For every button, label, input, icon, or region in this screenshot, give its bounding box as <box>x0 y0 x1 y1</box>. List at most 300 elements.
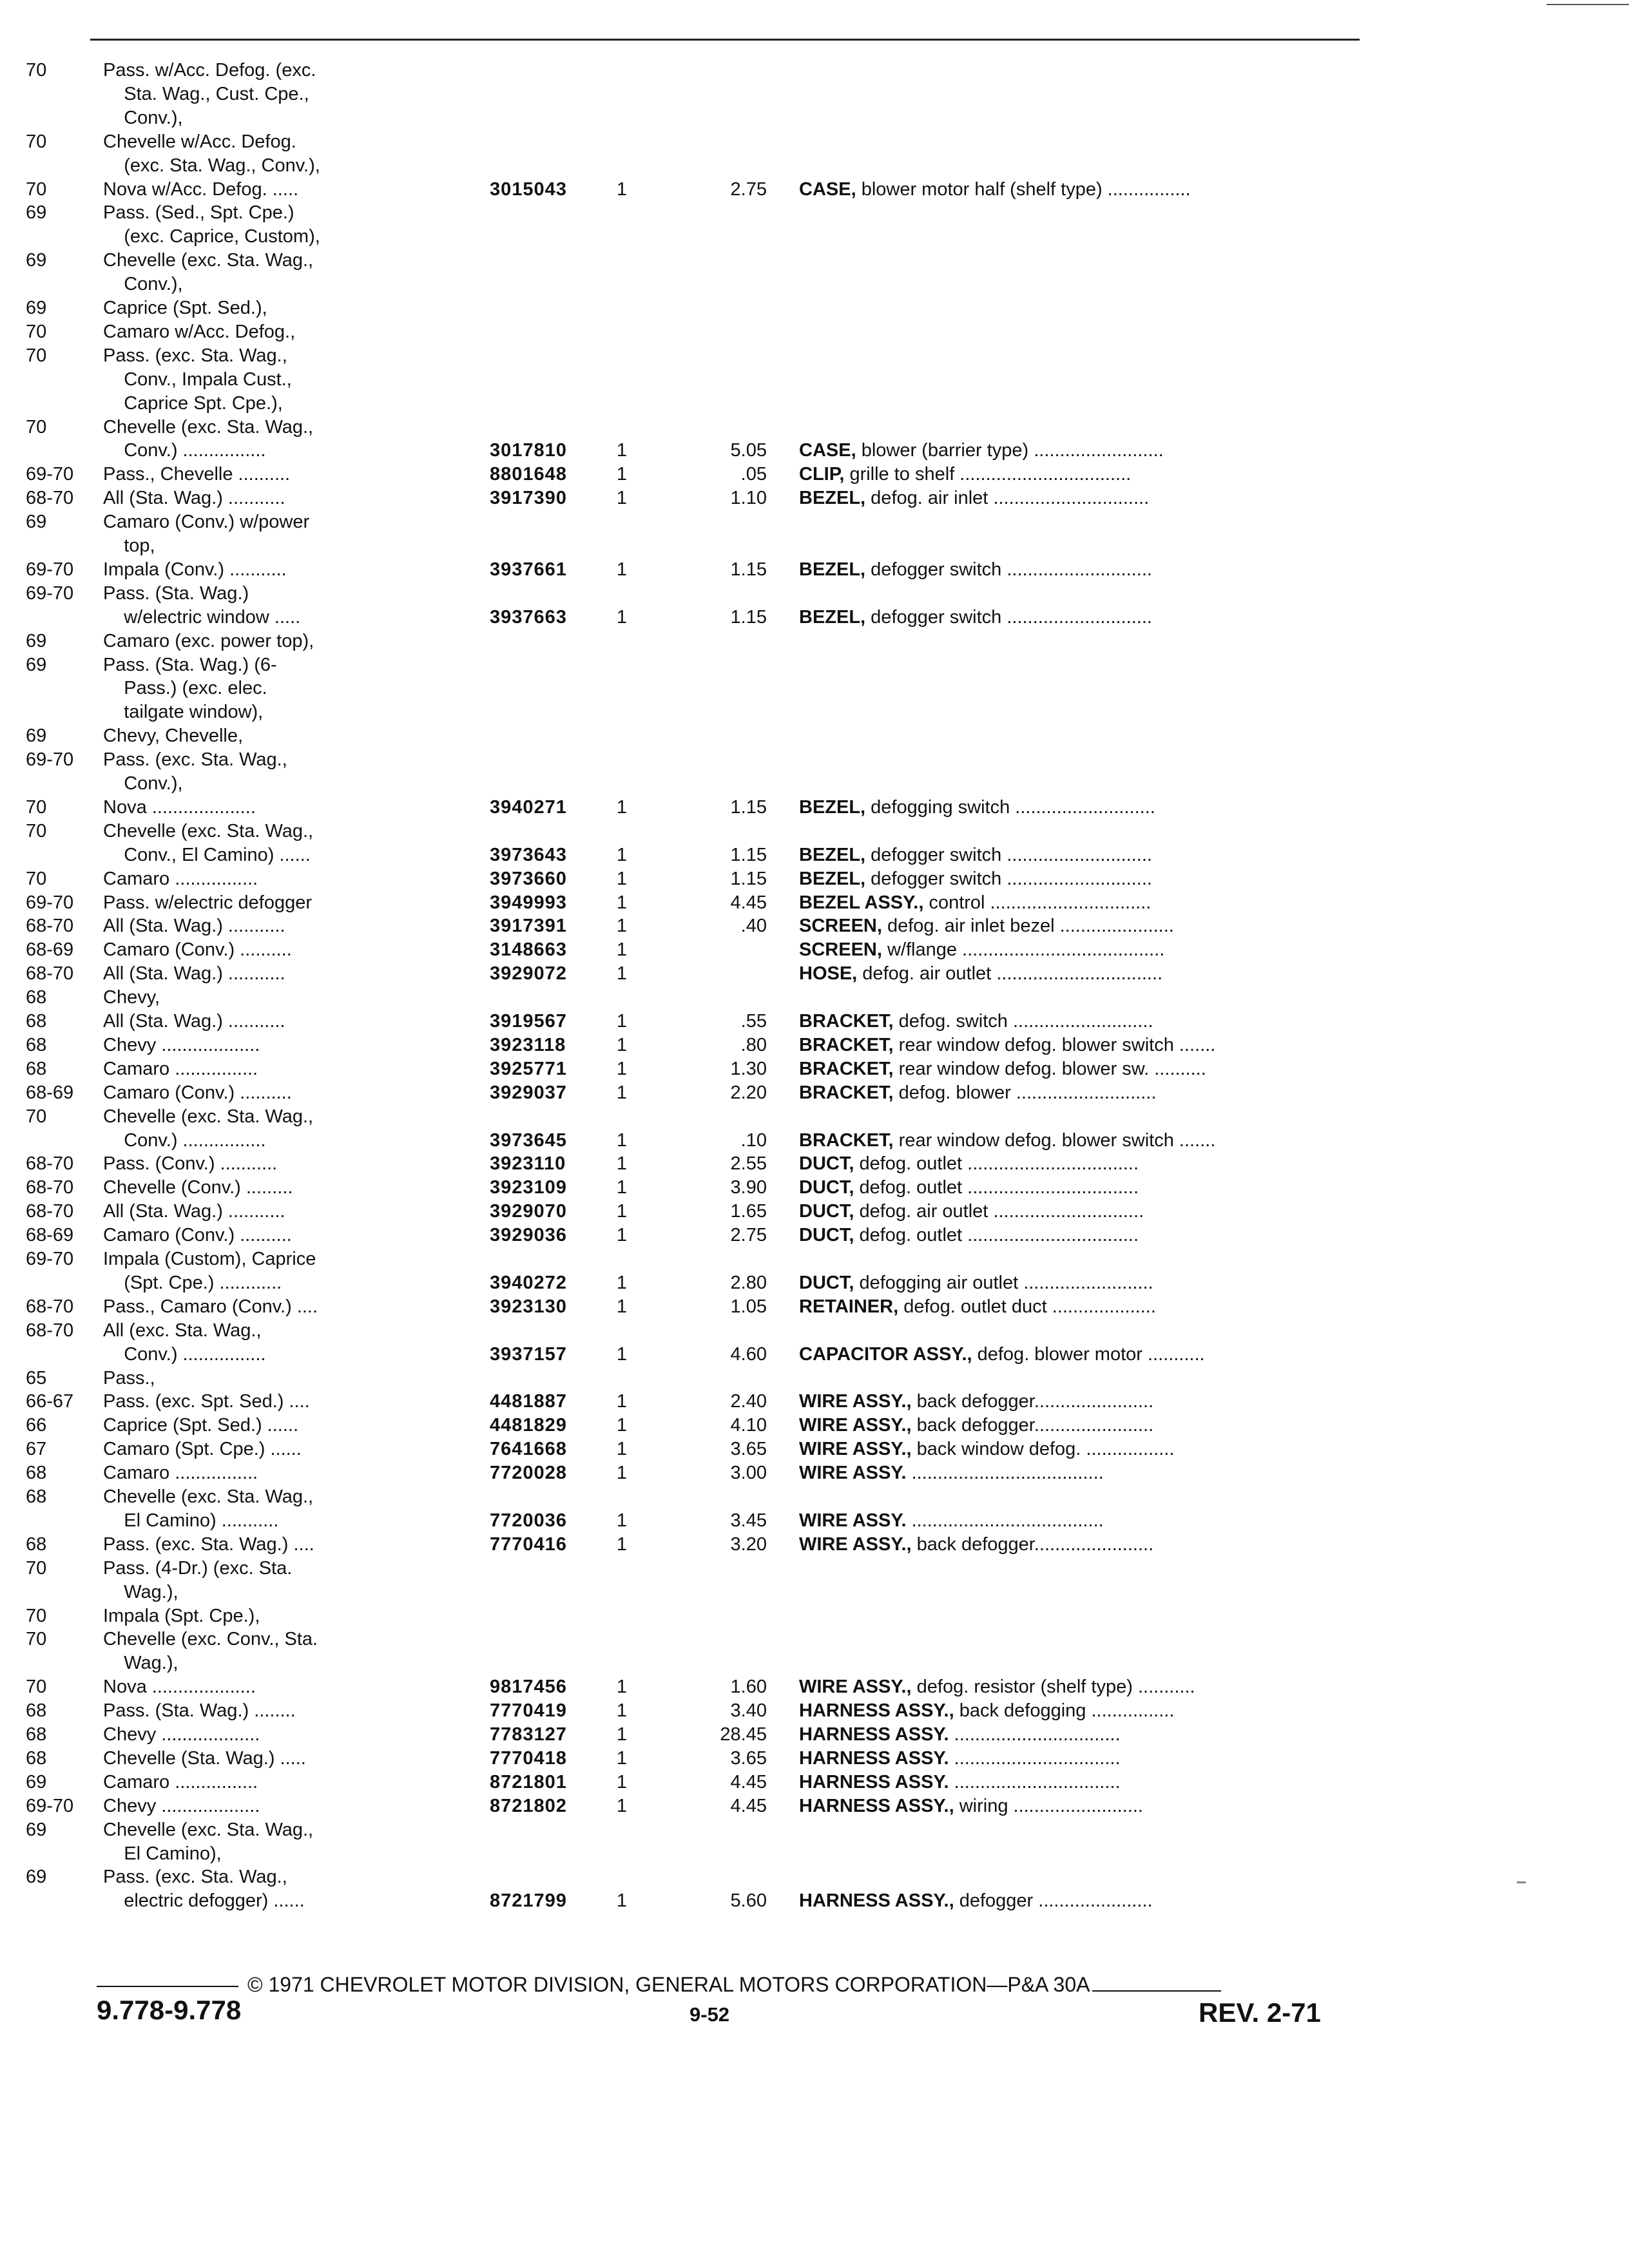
row-description-name: HARNESS ASSY. <box>799 1772 949 1792</box>
table-row <box>0 463 1418 485</box>
row-description-name: DUCT, <box>799 1201 854 1222</box>
table-row <box>0 178 1418 200</box>
row-description <box>799 844 1360 866</box>
row-model: Camaro ................ <box>103 1463 258 1483</box>
table-row <box>0 1034 1418 1056</box>
row-price: .40 <box>740 916 767 936</box>
table-row <box>0 1462 1418 1484</box>
row-model: Nova .................... <box>103 1677 256 1697</box>
row-price: 1.30 <box>730 1059 767 1079</box>
row-year: 70 <box>26 1558 47 1579</box>
row-model: Impala (Conv.) ........... <box>103 559 287 580</box>
row-description <box>799 1414 1360 1436</box>
row-year: 68 <box>26 1035 47 1055</box>
row-year: 70 <box>26 60 47 81</box>
row-quantity: 1 <box>616 1748 628 1769</box>
row-model: Camaro w/Acc. Defog., <box>103 322 296 342</box>
row-description-detail: defogger switch ............................ <box>865 869 1152 889</box>
row-model: Camaro (Conv.) .......... <box>103 939 292 960</box>
row-year: 68 <box>26 1534 47 1555</box>
row-part-number: 7770416 <box>490 1534 567 1555</box>
row-model: Chevelle (Conv.) ......... <box>103 1177 293 1198</box>
row-year: 70 <box>26 1606 47 1626</box>
row-year: 68 <box>26 1748 47 1769</box>
row-description-detail: back defogger....................... <box>911 1391 1154 1412</box>
row-description-name: WIRE ASSY., <box>799 1439 912 1459</box>
row-year: 68-70 <box>26 1201 74 1222</box>
row-description <box>799 1533 1360 1555</box>
row-model: Conv.) ................ <box>103 1344 266 1365</box>
row-model: Pass. (Sta. Wag.) <box>103 583 249 604</box>
row-quantity: 1 <box>616 607 628 628</box>
table-row <box>0 226 1418 247</box>
table-row <box>0 1700 1418 1722</box>
table-row <box>0 820 1418 842</box>
row-part-number: 4481887 <box>490 1391 567 1412</box>
row-year: 69 <box>26 202 47 223</box>
table-row <box>0 1129 1418 1151</box>
row-price: 3.45 <box>730 1510 767 1531</box>
row-description-detail: rear window defog. blower switch ....... <box>893 1035 1216 1055</box>
copyright-text: © 1971 CHEVROLET MOTOR DIVISION, GENERAL MOTORS CORPORATION—P&A 30A <box>247 1973 1090 1996</box>
row-description <box>799 1724 1360 1745</box>
table-row <box>0 345 1418 367</box>
row-part-number: 3925771 <box>490 1059 567 1079</box>
table-row <box>0 535 1418 557</box>
row-description-name: WIRE ASSY., <box>799 1677 912 1697</box>
table-row <box>0 59 1418 81</box>
table-row <box>0 1652 1418 1674</box>
row-quantity: 1 <box>616 1344 628 1365</box>
row-part-number: 3923118 <box>490 1035 566 1055</box>
row-quantity: 1 <box>616 1796 628 1816</box>
row-model: All (Sta. Wag.) ........... <box>103 1011 285 1032</box>
table-row <box>0 1224 1418 1246</box>
row-model: Camaro ................ <box>103 1059 258 1079</box>
table-row <box>0 915 1418 937</box>
row-description-detail: defogger ...................... <box>954 1890 1153 1911</box>
row-description <box>799 963 1360 985</box>
row-price: 2.20 <box>730 1082 767 1103</box>
row-year: 69 <box>26 1772 47 1792</box>
row-quantity: 1 <box>616 1130 628 1151</box>
table-row <box>0 868 1418 890</box>
row-description <box>799 1058 1360 1080</box>
row-quantity: 1 <box>616 559 628 580</box>
table-row <box>0 986 1418 1008</box>
row-part-number: 3923110 <box>490 1153 566 1174</box>
row-year: 69-70 <box>26 892 74 913</box>
row-model: Camaro (Conv.) .......... <box>103 1225 292 1245</box>
row-description-detail: defog. air outlet ................................ <box>857 963 1163 984</box>
row-price: 3.40 <box>730 1700 767 1721</box>
row-year: 69 <box>26 631 47 651</box>
row-model: Nova w/Acc. Defog. ..... <box>103 179 298 200</box>
row-description-detail: wiring ......................... <box>954 1796 1143 1816</box>
row-model: Pass. (Sta. Wag.) ........ <box>103 1700 296 1721</box>
row-part-number: 3940271 <box>490 797 567 818</box>
row-price: 1.15 <box>730 797 767 818</box>
table-row <box>0 1010 1418 1032</box>
row-description-name: WIRE ASSY. <box>799 1510 907 1531</box>
row-description <box>799 1177 1360 1198</box>
row-year: 70 <box>26 322 47 342</box>
table-row <box>0 1533 1418 1555</box>
row-description <box>799 559 1360 581</box>
table-row <box>0 1200 1418 1222</box>
table-row <box>0 439 1418 461</box>
table-row <box>0 369 1418 390</box>
revision-label: REV. 2-71 <box>1199 1997 1321 2028</box>
row-model: Wag.), <box>103 1653 178 1673</box>
row-model: All (exc. Sta. Wag., <box>103 1320 262 1341</box>
table-row <box>0 1248 1418 1270</box>
row-description-name: BEZEL, <box>799 797 866 818</box>
row-description-detail: defogger switch ............................ <box>865 607 1152 628</box>
row-part-number: 7770419 <box>490 1700 567 1721</box>
row-model: Camaro (exc. power top), <box>103 631 314 651</box>
table-row <box>0 559 1418 581</box>
row-description-detail: back defogger....................... <box>911 1415 1154 1436</box>
row-model: Pass. w/electric defogger <box>103 892 312 913</box>
table-row <box>0 701 1418 723</box>
row-description-detail: ..................................... <box>906 1463 1104 1483</box>
row-part-number: 7720028 <box>490 1463 567 1483</box>
table-row <box>0 1676 1418 1698</box>
row-description-name: BEZEL, <box>799 845 866 865</box>
row-part-number: 3015043 <box>490 179 567 200</box>
row-year: 70 <box>26 179 47 200</box>
row-description-detail: control ............................... <box>923 892 1152 913</box>
row-year: 67 <box>26 1439 47 1459</box>
table-row <box>0 1557 1418 1579</box>
row-year: 66 <box>26 1415 47 1436</box>
row-model: Camaro ................ <box>103 1772 258 1792</box>
row-description <box>799 1343 1360 1365</box>
row-description-detail: back defogger....................... <box>911 1534 1154 1555</box>
row-description-name: HARNESS ASSY. <box>799 1724 949 1745</box>
row-description-name: BRACKET, <box>799 1011 894 1032</box>
row-model: top, <box>103 535 155 556</box>
table-row <box>0 416 1418 438</box>
row-model: Pass. w/Acc. Defog. (exc. <box>103 60 316 81</box>
row-model: Pass. (exc. Sta. Wag., <box>103 345 287 366</box>
row-year: 70 <box>26 797 47 818</box>
row-price: .55 <box>740 1011 767 1032</box>
row-year: 68-70 <box>26 916 74 936</box>
row-description <box>799 1700 1360 1722</box>
row-year: 66-67 <box>26 1391 74 1412</box>
row-part-number: 3017810 <box>490 440 567 461</box>
row-part-number: 3923130 <box>490 1296 567 1317</box>
table-row <box>0 1296 1418 1318</box>
row-description <box>799 1034 1360 1056</box>
row-part-number: 3919567 <box>490 1011 567 1032</box>
row-quantity: 1 <box>616 797 628 818</box>
table-row <box>0 1628 1418 1650</box>
row-model: Pass. (exc. Sta. Wag., <box>103 1867 287 1887</box>
row-year: 70 <box>26 131 47 152</box>
row-part-number: 7783127 <box>490 1724 567 1745</box>
row-description-detail: back defogging ................ <box>954 1700 1175 1721</box>
row-year: 69 <box>26 1867 47 1887</box>
row-price: 1.65 <box>730 1201 767 1222</box>
table-row <box>0 1605 1418 1627</box>
row-description <box>799 1390 1360 1412</box>
row-description-name: SCREEN, <box>799 939 882 960</box>
table-row <box>0 1320 1418 1341</box>
row-price: 2.75 <box>730 1225 767 1245</box>
row-description-name: CLIP, <box>799 464 845 485</box>
table-row <box>0 1486 1418 1508</box>
row-description-name: HARNESS ASSY. <box>799 1748 949 1769</box>
row-price: 1.10 <box>730 488 767 508</box>
row-quantity: 1 <box>616 845 628 865</box>
row-year: 69-70 <box>26 1249 74 1269</box>
table-row <box>0 155 1418 177</box>
row-year: 65 <box>26 1368 47 1389</box>
row-description-name: HOSE, <box>799 963 858 984</box>
row-quantity: 1 <box>616 1153 628 1174</box>
row-description-detail: back window defog. ................. <box>911 1439 1175 1459</box>
row-description-name: DUCT, <box>799 1153 854 1174</box>
row-year: 70 <box>26 821 47 841</box>
row-price: 2.80 <box>730 1273 767 1293</box>
row-year: 68-70 <box>26 963 74 984</box>
row-quantity: 1 <box>616 1772 628 1792</box>
row-part-number: 3929037 <box>490 1082 567 1103</box>
table-row <box>0 1058 1418 1080</box>
row-description-detail: defog. outlet ................................. <box>854 1225 1139 1245</box>
row-year: 69 <box>26 726 47 746</box>
row-quantity: 1 <box>616 1059 628 1079</box>
row-description <box>799 1200 1360 1222</box>
row-part-number: 3973645 <box>490 1130 567 1151</box>
row-quantity: 1 <box>616 1201 628 1222</box>
row-description-name: HARNESS ASSY., <box>799 1890 954 1911</box>
row-description-detail: defogging switch ........................... <box>865 797 1155 818</box>
table-row <box>0 107 1418 129</box>
row-model: All (Sta. Wag.) ........... <box>103 1201 285 1222</box>
row-description-name: CASE, <box>799 179 856 200</box>
row-model: Pass.) (exc. elec. <box>103 678 267 698</box>
row-year: 69 <box>26 655 47 675</box>
row-model: Chevelle (Sta. Wag.) ..... <box>103 1748 306 1769</box>
table-row <box>0 582 1418 604</box>
row-quantity: 1 <box>616 1724 628 1745</box>
row-part-number: 3973643 <box>490 845 567 865</box>
row-description-detail: defogging air outlet ......................... <box>854 1273 1153 1293</box>
row-year: 69 <box>26 298 47 318</box>
table-row <box>0 131 1418 153</box>
row-description-detail: grille to shelf ................................. <box>844 464 1132 485</box>
row-year: 70 <box>26 1677 47 1697</box>
row-quantity: 1 <box>616 440 628 461</box>
row-description-name: HARNESS ASSY., <box>799 1700 954 1721</box>
table-row <box>0 654 1418 676</box>
row-price: 1.60 <box>730 1677 767 1697</box>
row-description-name: RETAINER, <box>799 1296 899 1317</box>
row-year: 69-70 <box>26 559 74 580</box>
row-price: 2.55 <box>730 1153 767 1174</box>
row-price: 4.45 <box>730 1796 767 1816</box>
row-part-number: 3937663 <box>490 607 567 628</box>
row-price: 1.15 <box>730 559 767 580</box>
row-model: All (Sta. Wag.) ........... <box>103 963 285 984</box>
row-quantity: 1 <box>616 1534 628 1555</box>
row-quantity: 1 <box>616 1890 628 1911</box>
table-row <box>0 1771 1418 1793</box>
table-row <box>0 1106 1418 1128</box>
row-quantity: 1 <box>616 1177 628 1198</box>
row-description <box>799 1771 1360 1793</box>
table-row <box>0 1272 1418 1294</box>
row-model: Chevelle w/Acc. Defog. <box>103 131 296 152</box>
row-model: Conv.) ................ <box>103 440 266 461</box>
row-part-number: 9817456 <box>490 1677 567 1697</box>
row-description <box>799 1272 1360 1294</box>
row-description <box>799 868 1360 890</box>
row-model: Chevelle (exc. Sta. Wag., <box>103 417 314 437</box>
row-model: Conv.), <box>103 108 183 128</box>
table-row <box>0 487 1418 509</box>
row-model: w/electric window ..... <box>103 607 301 628</box>
row-price: .10 <box>740 1130 767 1151</box>
row-price: 4.60 <box>730 1344 767 1365</box>
row-price: .80 <box>740 1035 767 1055</box>
table-row <box>0 844 1418 866</box>
row-description-detail: defog. outlet ................................. <box>854 1153 1139 1174</box>
row-description <box>799 439 1360 461</box>
row-price: 3.00 <box>730 1463 767 1483</box>
row-price: 4.45 <box>730 892 767 913</box>
row-model: Camaro (Spt. Cpe.) ...... <box>103 1439 302 1459</box>
table-row <box>0 1414 1418 1436</box>
row-description-detail: ................................ <box>949 1724 1121 1745</box>
row-model: Pass., Camaro (Conv.) .... <box>103 1296 318 1317</box>
row-model: All (Sta. Wag.) ........... <box>103 488 285 508</box>
copyright-line <box>97 1972 1353 1997</box>
row-model: Chevelle (exc. Sta. Wag., <box>103 821 314 841</box>
table-row <box>0 249 1418 271</box>
row-year: 68-70 <box>26 1320 74 1341</box>
table-row <box>0 1819 1418 1841</box>
row-model: Impala (Custom), Caprice <box>103 1249 316 1269</box>
row-part-number: 3937661 <box>490 559 567 580</box>
row-description-name: BEZEL, <box>799 607 866 628</box>
row-model: Chevelle (exc. Sta. Wag., <box>103 1106 314 1127</box>
row-model: Conv., El Camino) ...... <box>103 845 311 865</box>
row-description-name: WIRE ASSY., <box>799 1415 912 1436</box>
table-row <box>0 202 1418 224</box>
row-year: 69 <box>26 250 47 271</box>
row-year: 68-70 <box>26 1177 74 1198</box>
row-part-number: 3929036 <box>490 1225 567 1245</box>
row-price: 2.40 <box>730 1391 767 1412</box>
row-price: 3.65 <box>730 1748 767 1769</box>
table-row <box>0 1843 1418 1865</box>
row-description-name: CASE, <box>799 440 856 461</box>
table-row <box>0 1438 1418 1460</box>
row-description-name: WIRE ASSY. <box>799 1463 907 1483</box>
row-quantity: 1 <box>616 916 628 936</box>
table-row <box>0 892 1418 914</box>
row-quantity: 1 <box>616 1391 628 1412</box>
row-description <box>799 1795 1360 1817</box>
row-model: Conv.), <box>103 274 183 294</box>
row-model: tailgate window), <box>103 702 264 722</box>
row-model: electric defogger) ...... <box>103 1890 305 1911</box>
footer-tail-rule <box>1092 1990 1221 1992</box>
table-row <box>0 1724 1418 1745</box>
row-year: 68-69 <box>26 1225 74 1245</box>
row-model: Wag.), <box>103 1582 178 1602</box>
row-year: 68 <box>26 987 47 1008</box>
row-description-name: WIRE ASSY., <box>799 1534 912 1555</box>
row-price: 4.10 <box>730 1415 767 1436</box>
row-year: 68-70 <box>26 1296 74 1317</box>
table-row <box>0 606 1418 628</box>
row-description-detail: defogger switch ............................ <box>865 845 1152 865</box>
table-row <box>0 630 1418 652</box>
row-description-name: WIRE ASSY., <box>799 1391 912 1412</box>
row-description-name: BEZEL, <box>799 559 866 580</box>
row-price: 2.75 <box>730 179 767 200</box>
row-part-number: 3929072 <box>490 963 567 984</box>
row-description <box>799 1510 1360 1532</box>
row-year: 68 <box>26 1059 47 1079</box>
row-price: 1.15 <box>730 845 767 865</box>
row-description-detail: defogger switch ............................ <box>865 559 1152 580</box>
group-code: 9.778-9.778 <box>97 1995 242 2025</box>
row-quantity: 1 <box>616 1296 628 1317</box>
row-description-detail: defog. switch ........................... <box>893 1011 1153 1032</box>
row-model: Chevy ................... <box>103 1796 260 1816</box>
row-price: 5.60 <box>730 1890 767 1911</box>
row-description-detail: defog. outlet duct .................... <box>898 1296 1156 1317</box>
row-year: 68 <box>26 1486 47 1507</box>
row-description-detail: blower (barrier type) ......................... <box>856 440 1164 461</box>
row-description <box>799 1462 1360 1484</box>
row-description <box>799 1747 1360 1769</box>
row-year: 69-70 <box>26 464 74 485</box>
row-part-number: 3937157 <box>490 1344 567 1365</box>
row-description-detail: defog. resistor (shelf type) ........... <box>911 1677 1195 1697</box>
row-model: Chevelle (exc. Conv., Sta. <box>103 1629 318 1649</box>
row-part-number: 3917390 <box>490 488 567 508</box>
row-quantity: 1 <box>616 1415 628 1436</box>
row-year: 68-69 <box>26 939 74 960</box>
row-year: 70 <box>26 869 47 889</box>
row-model: Pass. (exc. Sta. Wag., <box>103 749 287 770</box>
table-row <box>0 83 1418 105</box>
table-row <box>0 725 1418 747</box>
table-row <box>0 273 1418 295</box>
row-part-number: 7770418 <box>490 1748 567 1769</box>
row-description-detail: w/flange ....................................... <box>882 939 1165 960</box>
table-row <box>0 1153 1418 1175</box>
row-description <box>799 606 1360 628</box>
table-row <box>0 511 1418 533</box>
row-description <box>799 1153 1360 1175</box>
row-quantity: 1 <box>616 1439 628 1459</box>
row-description-detail: defog. air outlet ............................. <box>854 1201 1144 1222</box>
row-year: 68 <box>26 1700 47 1721</box>
row-price: 1.15 <box>730 869 767 889</box>
row-description <box>799 1890 1360 1912</box>
row-part-number: 3923109 <box>490 1177 567 1198</box>
row-part-number: 8801648 <box>490 464 567 485</box>
